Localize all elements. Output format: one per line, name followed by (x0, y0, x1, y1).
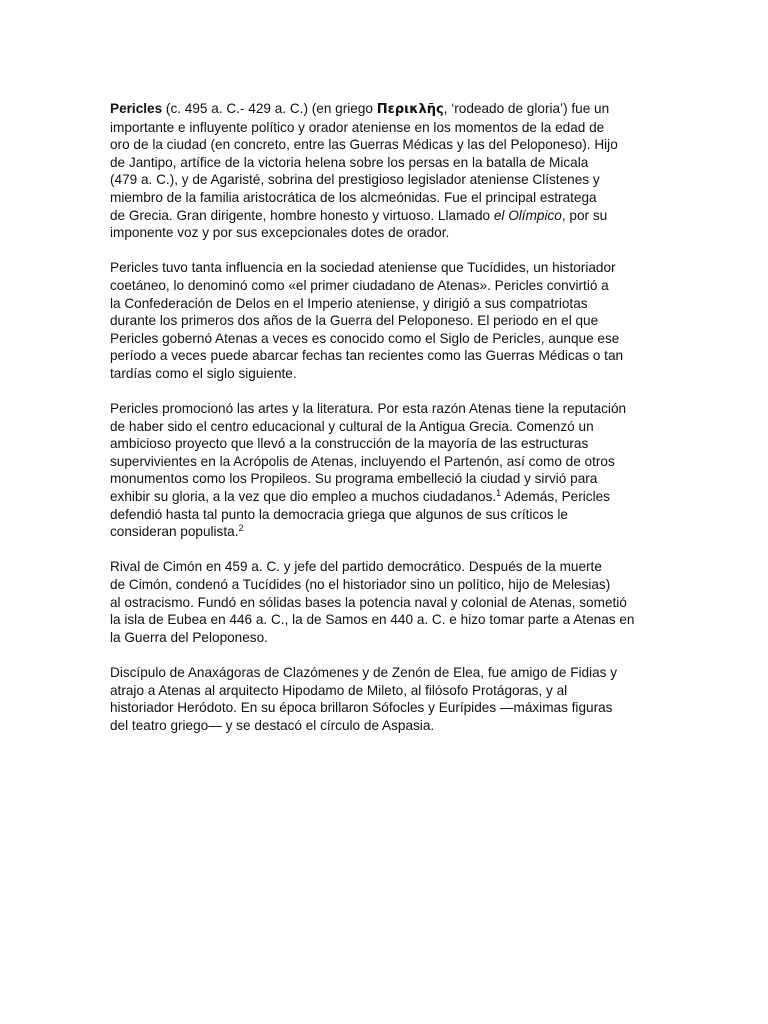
text-run: la Guerra del Peloponeso. (110, 629, 268, 645)
text-line (110, 717, 650, 735)
text-run: Pericles promocionó las artes y la literatura. Por esta razón Atenas tiene la reputación (110, 401, 627, 417)
text-run: supervivientes en la Acrópolis de Atenas, incluyendo el Partenón, así como de otros (110, 453, 615, 469)
text-run: al ostracismo. Fundó en sólidas bases la potencia naval y colonial de Atenas, sometió (110, 594, 627, 610)
text-run: período a veces puede abarcar fechas tan recientes como las Guerras Médicas o tan (110, 348, 624, 364)
text-run: importante e influyente político y orador ateniense en los momentos de la edad de (110, 119, 605, 135)
text-run: monumentos como los Propileos. Su programa embelleció la ciudad y sirvió para (110, 471, 598, 487)
text-run: la Confederación de Delos en el Imperio ateniense, y dirigió a sus compatriotas (110, 295, 588, 311)
text-run: imponente voz y por sus excepcionales dotes de orador. (110, 225, 450, 241)
text-line (110, 189, 650, 207)
text-run: miembro de la familia aristocrática de los alcmeónidas. Fue el principal estratega (110, 189, 597, 205)
text-line (110, 506, 650, 524)
text-line (110, 207, 650, 225)
text-line (110, 154, 650, 172)
text-run: de Jantipo, artífice de la victoria helena sobre los persas en la batalla de Micala (110, 154, 589, 170)
paragraph-5 (110, 664, 650, 734)
text-line (110, 611, 650, 629)
footnote-ref: 2 (238, 523, 244, 534)
text-line (110, 347, 650, 365)
text-line (110, 699, 650, 717)
italic-text: el Olímpico (493, 207, 562, 223)
paragraph-3 (110, 400, 650, 541)
text-run: consideran populista. (110, 524, 239, 540)
text-line (110, 330, 650, 348)
text-run: Pericles tuvo tanta influencia en la sociedad ateniense que Tucídides, un historiador (110, 260, 616, 276)
text-line (110, 312, 650, 330)
text-line (110, 629, 650, 647)
text-run: atrajo a Atenas al arquitecto Hipodamo de Mileto, al filósofo Protágoras, y al (110, 682, 568, 698)
text-line (110, 664, 650, 682)
text-line (110, 277, 650, 295)
text-line (110, 418, 650, 436)
text-line (110, 136, 650, 154)
text-run: (479 a. C.), y de Agaristé, sobrina del prestigioso legislador ateniense Clístenes y (110, 172, 600, 188)
text-run: , por su (561, 207, 608, 223)
text-line (110, 171, 650, 189)
text-line (110, 488, 650, 506)
text-line (110, 594, 650, 612)
text-run: (c. 495 a. C.- 429 a. C.) (en griego (162, 101, 377, 116)
text-line (110, 470, 650, 488)
document-body (110, 100, 650, 752)
text-run: del teatro griego— y se destacó el círculo de Aspasia. (110, 717, 435, 733)
text-run: ambicioso proyecto que llevó a la construcción de la mayoría de las estructuras (110, 436, 589, 452)
text-line (110, 365, 650, 383)
text-line (110, 295, 650, 313)
bold-text: Pericles (110, 101, 163, 116)
text-run: exhibir su gloria, a la vez que dio empleo a muchos ciudadanos. (110, 489, 497, 505)
text-run: Rival de Cimón en 459 a. C. y jefe del partido democrático. Después de la muerte (110, 559, 602, 575)
text-run: oro de la ciudad (en concreto, entre las Guerras Médicas y las del Peloponeso). Hijo (110, 137, 618, 153)
text-line (110, 100, 650, 119)
text-line (110, 119, 650, 137)
text-run: de haber sido el centro educacional y cultural de la Antigua Grecia. Comenzó un (110, 418, 594, 434)
text-run: , ‘rodeado de gloria’) fue un (443, 101, 610, 116)
text-line (110, 224, 650, 242)
text-line (110, 682, 650, 700)
text-run: de Cimón, condenó a Tucídides (no el historiador sino un político, hijo de Melesias) (110, 577, 611, 593)
paragraph-1 (110, 100, 650, 242)
text-run: tardías como el siglo siguiente. (110, 365, 297, 381)
text-run: Pericles gobernó Atenas a veces es conocido como el Siglo de Pericles, aunque ese (110, 330, 620, 346)
text-run: durante los primeros dos años de la Guerra del Peloponeso. El periodo en el que (110, 313, 599, 329)
greek-name: Περικλῆς (376, 102, 444, 117)
text-line (110, 435, 650, 453)
text-run: coetáneo, lo denominó como «el primer ciudadano de Atenas». Pericles convirtió a (110, 277, 609, 293)
text-line (110, 576, 650, 594)
text-line (110, 400, 650, 418)
paragraph-4 (110, 558, 650, 646)
text-run: de Grecia. Gran dirigente, hombre honesto y virtuoso. Llamado (110, 207, 494, 223)
text-run: Además, Pericles (501, 489, 610, 505)
text-run: Discípulo de Anaxágoras de Clazómenes y de Zenón de Elea, fue amigo de Fidias y (110, 665, 618, 680)
text-run: historiador Heródoto. En su época brillaron Sófocles y Eurípides —máximas figuras (110, 700, 613, 716)
text-line (110, 259, 650, 277)
text-line (110, 558, 650, 576)
paragraph-2 (110, 259, 650, 382)
text-run: la isla de Eubea en 446 a. C., la de Samos en 440 a. C. e hizo tomar parte a Atenas en (110, 612, 635, 628)
text-line (110, 453, 650, 471)
footnote-ref: 1 (496, 488, 502, 499)
text-run: defendió hasta tal punto la democracia griega que algunos de sus críticos le (110, 506, 568, 522)
text-line (110, 523, 650, 541)
